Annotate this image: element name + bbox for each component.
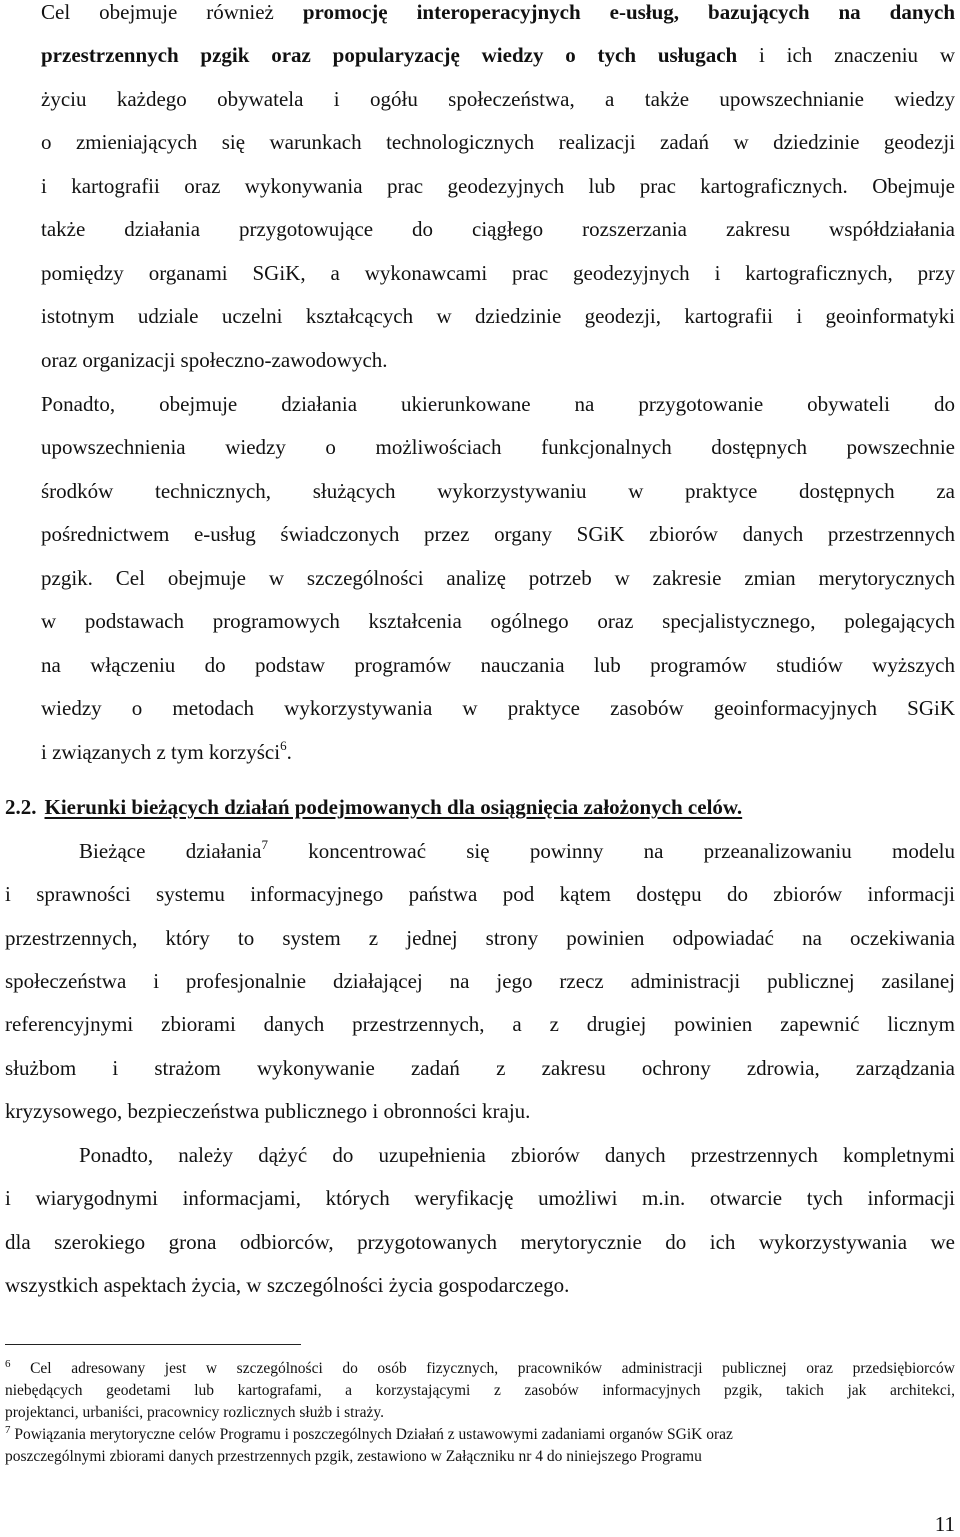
paragraph-line: także działania przygotowujące do ciągłego rozszerzania zakresu współdziałania <box>41 217 955 241</box>
paragraph-line <box>5 836 955 866</box>
paragraph-line: i kartografii oraz wykonywania prac geodezyjnych lub prac kartograficznych. Obejmuje <box>41 174 955 198</box>
paragraph-line: środków technicznych, służących wykorzystywaniu w praktyce dostępnych za <box>41 479 955 503</box>
paragraph-line: i sprawności systemu informacyjnego państwa pod kątem dostępu do zbiorów informacji <box>5 882 955 906</box>
footnote-ref-6[interactable]: 6 <box>280 738 287 753</box>
footnote-line: projektanci, urbaniści, pracownicy rozlicznych służb i straży. <box>5 1404 385 1421</box>
paragraph-line: życiu każdego obywatela i ogółu społeczeństwa, a także upowszechnianie wiedzy <box>41 87 955 111</box>
paragraph-line: pomiędzy organami SGiK, a wykonawcami prac geodezyjnych i kartograficznych, przy <box>41 261 955 285</box>
paragraph-line: kryzysowego, bezpieczeństwa publicznego i obronności kraju. <box>5 1099 531 1123</box>
footnote-line: niebędących geodetami lub kartografami, a korzystającymi z zasobów informacyjnych pzgik, takich jak architekci, <box>5 1382 955 1399</box>
footnote-mark: 6 <box>5 1358 11 1370</box>
bold-text-run: promocję interoperacyjnych e-usług, bazujących na danych <box>302 0 955 24</box>
paragraph-line: w podstawach programowych kształcenia ogólnego oraz specjalistycznego, polegających <box>41 609 955 633</box>
paragraph-line: pośrednictwem e-usług świadczonych przez organy SGiK zbiorów danych przestrzennych <box>41 522 955 546</box>
paragraph-line: i wiarygodnymi informacjami, których weryfikację umożliwi m.in. otwarcie tych informacji <box>5 1186 955 1210</box>
footnote-6 <box>5 1358 955 1380</box>
paragraph-line: wszystkich aspektach życia, w szczególności życia gospodarczego. <box>5 1273 570 1297</box>
text-run: koncentrować się powinny na przeanalizowaniu modelu <box>267 839 955 863</box>
footnote-separator <box>5 1344 301 1345</box>
paragraph-line: społeczeństwa i profesjonalnie działającej na jego rzecz administracji publicznej zasilanej <box>5 969 955 993</box>
paragraph-line: Ponadto, należy dążyć do uzupełnienia zbiorów danych przestrzennych kompletnymi <box>79 1143 955 1167</box>
paragraph-line <box>41 0 955 27</box>
text-run: . <box>286 740 292 764</box>
paragraph-line <box>41 40 955 70</box>
paragraph-line: wiedzy o metodach wykorzystywania w praktyce zasobów geoinformacyjnych SGiK <box>41 696 955 720</box>
paragraph-line: Ponadto, obejmuje działania ukierunkowane na przygotowanie obywateli do <box>41 392 955 416</box>
section-heading <box>5 791 742 823</box>
text-run: Cel obejmuje również <box>41 0 303 24</box>
text-run: i ich znaczeniu w <box>737 43 955 67</box>
bold-text-run: przestrzennych pzgik oraz popularyzację wiedzy o tych usługach <box>41 43 738 67</box>
text-run: i związanych z tym korzyści <box>41 740 281 764</box>
paragraph-line: istotnym udziale uczelni kształcących w dziedzinie geodezji, kartografii i geoinformatyki <box>41 304 955 328</box>
paragraph-line: referencyjnymi zbiorami danych przestrzennych, a z drugiej powinien zapewnić licznym <box>5 1012 955 1036</box>
paragraph-line: dla szerokiego grona odbiorców, przygotowanych merytorycznie do ich wykorzystywania we <box>5 1230 955 1254</box>
paragraph-line <box>41 737 955 767</box>
paragraph-line: upowszechnienia wiedzy o możliwościach funkcjonalnych dostępnych powszechnie <box>41 435 955 459</box>
page-number: 11 <box>934 1512 955 1536</box>
paragraph-line: o zmieniających się warunkach technologicznych realizacji zadań w dziedzinie geodezji <box>41 130 955 154</box>
footnote-line: poszczególnymi zbiorami danych przestrzennych pzgik, zestawiono w Załączniku nr 4 do niniejszego Programu <box>5 1448 702 1465</box>
section-number: 2.2. <box>5 795 37 819</box>
text-run: Bieżące działania <box>79 839 262 863</box>
footnote-7 <box>5 1424 955 1446</box>
footnote-text: Powiązania merytoryczne celów Programu i poszczególnych Działań z ustawowymi zadaniami organów SGiK oraz <box>10 1426 733 1443</box>
paragraph-line: pzgik. Cel obejmuje w szczególności analizę potrzeb w zakresie zmian merytorycznych <box>41 566 955 590</box>
paragraph-line: oraz organizacji społeczno-zawodowych. <box>41 348 388 372</box>
footnote-mark: 7 <box>5 1424 11 1436</box>
paragraph-line: na włączeniu do podstaw programów nauczania lub programów studiów wyższych <box>41 653 955 677</box>
footnote-ref-7[interactable]: 7 <box>261 837 268 852</box>
paragraph-line: służbom i strażom wykonywanie zadań z zakresu ochrony zdrowia, zarządzania <box>5 1056 955 1080</box>
paragraph-line: przestrzennych, który to system z jednej strony powinien odpowiadać na oczekiwania <box>5 926 955 950</box>
footnote-text: Cel adresowany jest w szczególności do osób fizycznych, pracowników administracji publicznej oraz przedsiębiorców <box>10 1360 955 1377</box>
section-title: Kierunki bieżących działań podejmowanych dla osiągnięcia założonych celów. <box>44 795 743 819</box>
